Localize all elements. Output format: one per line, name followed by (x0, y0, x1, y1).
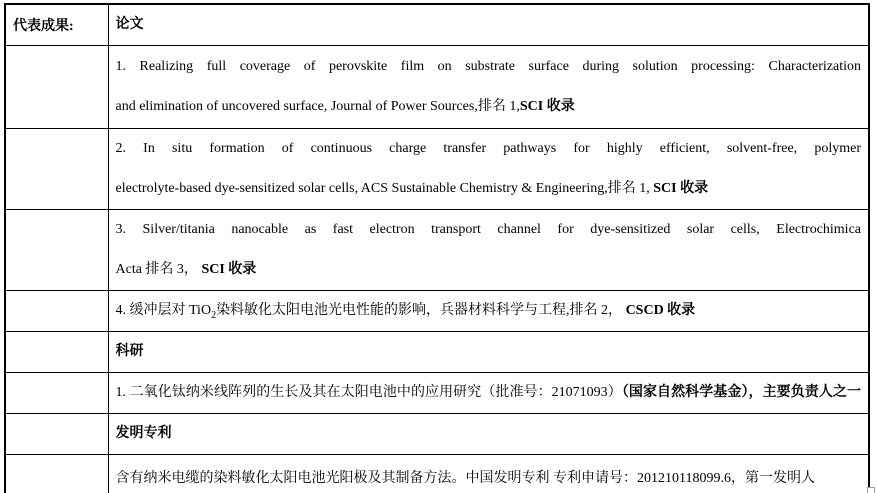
text-segment: 3. Silver/titania nanocable as fast electron transport channel for dye-sensitized solar cells, Electrochimica (115, 222, 861, 237)
emphasized-text-segment: （国家自然科学基金），主要负责人之一 (621, 385, 862, 400)
text-segment: and elimination of uncovered surface, Journal of Power Sources,排名 1, (115, 99, 520, 114)
text-segment: 1. 二氧化钛纳米线阵列的生长及其在太阳电池中的应用研究（批准号：21071093） (115, 385, 622, 400)
emphasized-text-segment: SCI 收录 (201, 262, 257, 277)
table-row (5, 210, 869, 291)
empty-label-cell (5, 455, 108, 493)
content-cell (108, 4, 869, 46)
table-row (5, 129, 869, 210)
empty-label-cell (5, 332, 108, 373)
content-cell (108, 455, 869, 493)
text-segment: 染料敏化太阳电池光电性能的影响，兵器材料科学与工程,排名 2， (216, 303, 626, 318)
text-segment: Acta 排名 3， (115, 262, 202, 277)
text-line (116, 129, 862, 169)
emphasized-text-segment: 论文 (115, 17, 144, 32)
row-label-cell (5, 4, 108, 46)
emphasized-text-segment: SCI 收录 (653, 181, 709, 196)
empty-label-cell (5, 210, 108, 291)
table-row (5, 414, 869, 455)
text-segment: 4. 缓冲层对 TiO (115, 303, 212, 318)
table-row (5, 291, 869, 332)
results-table-body (5, 4, 869, 493)
text-segment: 2 (211, 309, 217, 321)
text-segment: 含有纳米电缆的染料敏化太阳电池光阳极及其制备方法。中国发明专利 专利申请号：201210118099.6，第一发明人 (115, 471, 815, 487)
table-row (5, 373, 869, 414)
table-row (5, 4, 869, 46)
text-line (116, 373, 862, 413)
empty-label-cell (5, 291, 108, 332)
content-cell (108, 129, 869, 210)
emphasized-text-segment: 科研 (115, 344, 144, 359)
emphasized-text-segment: CSCD 收录 (625, 303, 696, 318)
text-segment: 1. Realizing full coverage of perovskite film on substrate surface during solution processing: Characterization (115, 59, 861, 74)
content-cell (108, 210, 869, 291)
row-label-text: 代表成果: (13, 19, 74, 34)
empty-label-cell (5, 414, 108, 455)
content-cell (108, 414, 869, 455)
text-line (116, 169, 862, 209)
text-segment: 2. In situ formation of continuous charge transfer pathways for highly efficient, solvent-free, polymer (115, 141, 861, 156)
text-line (116, 5, 862, 45)
table-row (5, 455, 869, 493)
text-line (116, 414, 862, 454)
content-cell (108, 46, 869, 129)
text-line (116, 332, 862, 372)
text-segment: electrolyte-based dye-sensitized solar cells, ACS Sustainable Chemistry & Engineering,排名 1, (115, 181, 654, 196)
content-cell (108, 291, 869, 332)
emphasized-text-segment: 发明专利 (115, 426, 172, 441)
table-resize-handle[interactable] (867, 487, 875, 493)
results-table (4, 3, 870, 493)
empty-label-cell (5, 46, 108, 129)
empty-label-cell (5, 373, 108, 414)
text-line (116, 459, 862, 493)
emphasized-text-segment: SCI 收录 (519, 99, 575, 114)
text-line (116, 291, 862, 331)
text-line (116, 87, 862, 127)
text-line (116, 250, 862, 290)
content-cell (108, 373, 869, 414)
content-cell (108, 332, 869, 373)
text-line (116, 47, 862, 87)
table-row (5, 332, 869, 373)
text-line (116, 210, 862, 250)
empty-label-cell (5, 129, 108, 210)
table-row (5, 46, 869, 129)
